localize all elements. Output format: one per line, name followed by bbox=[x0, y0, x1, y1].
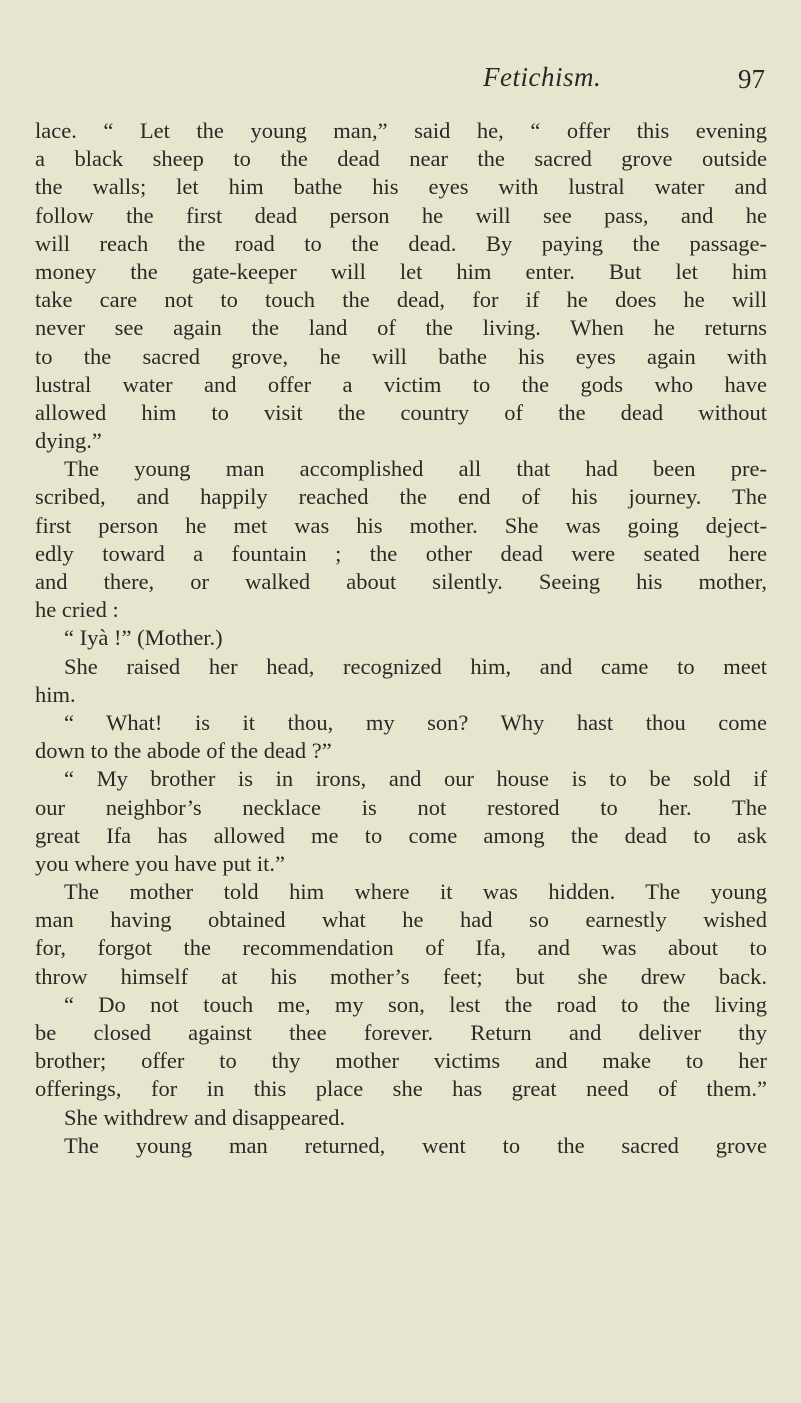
text-line: The mother told him where it was hidden. The young bbox=[64, 879, 767, 905]
text-line: She raised her head, recognized him, and came to meet bbox=[64, 653, 767, 679]
text-line: offerings, for in this place she has great need of them.” bbox=[35, 1076, 767, 1102]
text-line: down to the abode of the dead ?” bbox=[35, 738, 332, 764]
text-line: money the gate-keeper will let him enter. But let him bbox=[35, 258, 767, 284]
text-line: edly toward a fountain ; the other dead were seated here bbox=[35, 540, 767, 566]
text-line: throw himself at his mother’s feet; but she drew back. bbox=[35, 963, 767, 989]
text-line: The young man returned, went to the sacred grove bbox=[64, 1132, 767, 1158]
text-line: take care not to touch the dead, for if he does he will bbox=[35, 287, 767, 313]
text-line: great Ifa has allowed me to come among the dead to ask bbox=[35, 822, 767, 848]
text-line: She withdrew and disappeared. bbox=[64, 1104, 346, 1130]
text-line: he cried : bbox=[35, 597, 119, 623]
text-line: “ What! is it thou, my son? Why hast thou come bbox=[64, 709, 767, 735]
text-line: never see again the land of the living. When he returns bbox=[35, 315, 767, 341]
text-line: first person he met was his mother. She was going deject- bbox=[35, 512, 767, 538]
text-line: lustral water and offer a victim to the gods who have bbox=[35, 371, 767, 397]
text-line: you where you have put it.” bbox=[35, 850, 285, 876]
page-number: 97 bbox=[738, 64, 765, 94]
text-line: be closed against thee forever. Return and deliver thy bbox=[35, 1020, 767, 1045]
text-line: to the sacred grove, he will bathe his eyes again with bbox=[35, 343, 767, 369]
text-line: “ My brother is in irons, and our house is to be sold if bbox=[64, 766, 767, 792]
text-line: a black sheep to the dead near the sacred grove outside bbox=[35, 146, 767, 172]
text-line: The young man accomplished all that had been pre- bbox=[64, 456, 767, 482]
text-line: brother; offer to thy mother victims and make to her bbox=[35, 1048, 767, 1074]
text-line: man having obtained what he had so earnestly wished bbox=[35, 907, 767, 933]
text-line: scribed, and happily reached the end of his journey. The bbox=[35, 484, 767, 510]
text-line: “ Do not touch me, my son, lest the road to the living bbox=[64, 991, 767, 1017]
text-line: follow the first dead person he will see pass, and he bbox=[35, 202, 767, 228]
text-line: dying.” bbox=[35, 428, 102, 454]
text-line: our neighbor’s necklace is not restored to her. The bbox=[35, 794, 767, 820]
text-line: will reach the road to the dead. By paying the passage- bbox=[35, 230, 767, 256]
text-line: the walls; let him bathe his eyes with lustral water and bbox=[35, 174, 767, 200]
text-line: and there, or walked about silently. Seeing his mother, bbox=[35, 569, 767, 594]
text-line: him. bbox=[35, 681, 76, 707]
text-line: allowed him to visit the country of the dead without bbox=[35, 399, 767, 425]
text-line: “ Iyà !” (Mother.) bbox=[64, 625, 223, 651]
running-title: Fetichism. bbox=[483, 62, 602, 92]
text-line: lace. “ Let the young man,” said he, “ offer this evening bbox=[35, 118, 767, 143]
body-text bbox=[35, 117, 767, 1160]
text-line: for, forgot the recommendation of Ifa, and was about to bbox=[35, 935, 767, 961]
